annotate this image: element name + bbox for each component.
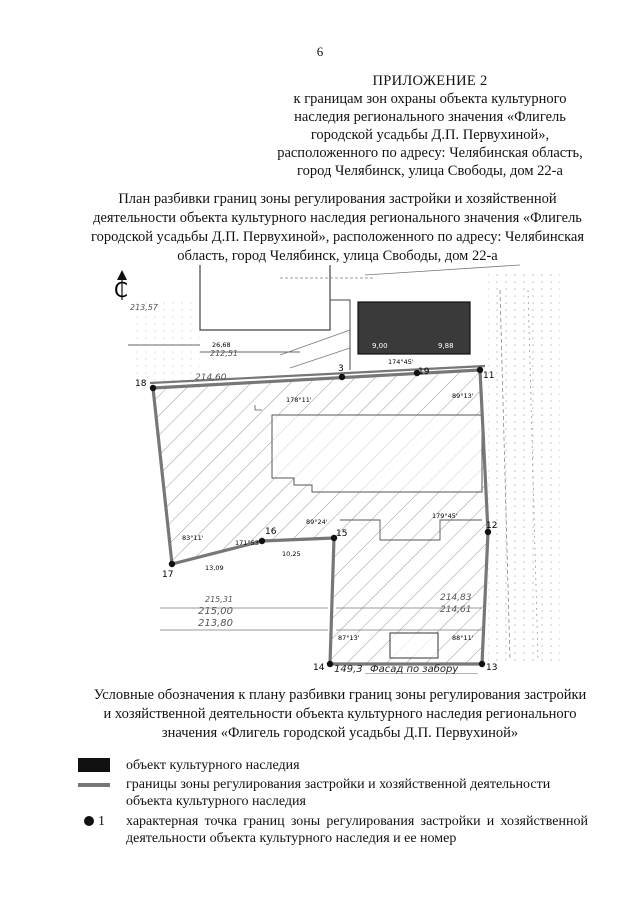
point-number: 16 <box>265 527 277 537</box>
point-number: 14 <box>313 663 325 673</box>
building-outline <box>200 265 330 330</box>
plan-title-line: План разбивки границ зоны регулирования застройки и хозяйственной <box>118 191 557 207</box>
handwritten-label: 213,57 <box>130 303 158 312</box>
angle-label: 88°11' <box>452 634 474 642</box>
grey-line-icon <box>78 783 110 787</box>
handwritten-label: 149,3 <box>334 664 363 674</box>
building-outline <box>272 415 482 492</box>
point-number: 17 <box>162 570 174 580</box>
building-outline <box>330 300 350 370</box>
dimension-label: 10,25 <box>282 550 301 558</box>
north-arrow <box>114 270 128 302</box>
point-number: 18 <box>135 379 147 389</box>
angle-label: 89°13' <box>452 392 474 400</box>
legend-item-zone-boundary <box>78 776 598 812</box>
dimension-label: 9,88 <box>438 342 454 350</box>
legend-title-line: и хозяйственной деятельности объекта культурного наследия регионального <box>103 706 577 722</box>
angle-label: 87°13' <box>338 634 360 642</box>
legend-point-number: 1 <box>98 814 105 829</box>
plan-title <box>70 190 605 266</box>
handwritten-label: Фасад по забору <box>370 664 459 674</box>
point-number: 19 <box>418 367 430 377</box>
handwritten-label: 213,80 <box>198 618 233 629</box>
page-number: 6 <box>316 44 324 59</box>
legend-item-text: объект культурного наследия <box>126 758 300 773</box>
point-number: 3 <box>338 364 344 374</box>
north-symbol: С <box>114 278 128 302</box>
building-outline <box>390 633 438 658</box>
angle-label: 171°53' <box>235 539 261 547</box>
angle-label: 178°11' <box>286 396 312 404</box>
dimension-label: 13,09 <box>205 564 224 572</box>
site-plan-map <box>110 262 560 674</box>
legend-item-text: характерная точка границ зоны регулирования застройки и хозяйственной деятельности объекта культурного наследия и ее номер <box>126 814 588 846</box>
appendix-title: ПРИЛОЖЕНИЕ 2 <box>372 73 488 89</box>
handwritten-label: 215,31 <box>205 595 233 604</box>
point-number: 12 <box>486 521 498 531</box>
point-marker <box>339 374 345 380</box>
dimension-label: 26,68 <box>212 341 231 349</box>
point-marker <box>479 661 485 667</box>
legend-title <box>70 686 610 743</box>
point-marker <box>150 385 156 391</box>
handwritten-label: 214,61 <box>440 605 472 615</box>
handwritten-label: 214,60 <box>195 373 227 383</box>
point-marker <box>327 661 333 667</box>
point-number: 13 <box>486 663 498 673</box>
point-number: 15 <box>336 529 348 539</box>
legend-title-line: значения «Флигель городской усадьбы Д.П. Первухиной» <box>161 725 519 741</box>
appendix-line: наследия регионального значения «Флигель <box>294 109 566 125</box>
black-rectangle-icon <box>78 758 110 772</box>
point-number: 11 <box>483 371 495 381</box>
appendix-line: к границам зон охраны объекта культурного <box>293 91 567 107</box>
dimension-label: 9,00 <box>372 342 388 350</box>
dot-icon <box>84 816 94 826</box>
handwritten-label: 212,51 <box>210 349 238 358</box>
legend-item-text: границы зоны регулирования застройки и хозяйственной деятельности объекта культурного наследия <box>126 777 551 809</box>
angle-label: 174°45' <box>388 358 414 366</box>
plan-title-line: городской усадьбы Д.П. Первухиной», расположенного по адресу: Челябинская <box>90 229 585 245</box>
survey-speckle <box>488 270 560 665</box>
handwritten-label: 214,83 <box>440 593 472 603</box>
appendix-line: городской усадьбы Д.П. Первухиной», <box>310 127 550 143</box>
appendix-header <box>250 72 610 180</box>
legend-title-line: Условные обозначения к плану разбивки границ зоны регулирования застройки <box>93 687 587 703</box>
appendix-line: город Челябинск, улица Свободы, дом 22-а <box>297 163 563 179</box>
legend-item-boundary-point <box>78 813 598 849</box>
plan-title-line: область, город Челябинск, улица Свободы, дом 22-а <box>177 248 498 264</box>
angle-label: 179°45' <box>432 512 458 520</box>
plan-title-line: деятельности объекта культурного наследия регионального значения «Флигель <box>93 210 582 226</box>
angle-label: 89°24' <box>306 518 328 526</box>
angle-label: 83°11' <box>182 534 204 542</box>
handwritten-label: 215,00 <box>198 606 233 617</box>
legend-item-heritage-object <box>78 757 598 775</box>
appendix-line: расположенного по адресу: Челябинская область, <box>277 145 583 161</box>
point-marker <box>169 561 175 567</box>
